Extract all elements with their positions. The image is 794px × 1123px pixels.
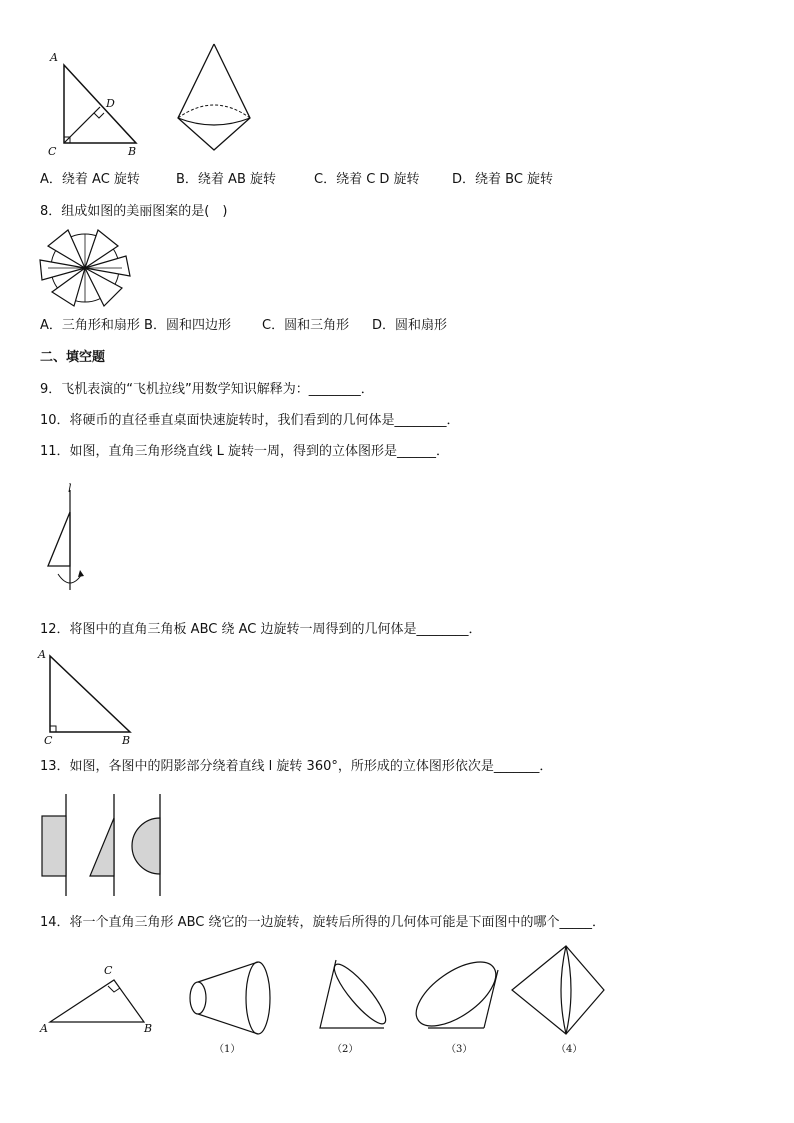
q14-figure-3-cone — [410, 956, 502, 1058]
q7-option-b[interactable]: B．绕着 AB 旋转 — [176, 172, 276, 187]
q14-label-c: C — [104, 964, 113, 977]
q14-figure-1-frustum — [186, 958, 274, 1058]
q12-text: 12．将图中的直角三角板 ABC 绕 AC 边旋转一周得到的几何体是________． — [40, 622, 482, 637]
q7-option-c[interactable]: C．绕着 C D 旋转 — [314, 172, 420, 187]
q9-text: 9．飞机表演的“飞机拉线”用数学知识解释为：________． — [40, 382, 374, 397]
q8-option-c[interactable]: C．圆和三角形 — [262, 318, 350, 333]
label-a: A — [50, 51, 58, 64]
q12-triangle-figure — [36, 648, 146, 748]
q11-triangle-axis-figure — [42, 482, 92, 597]
q14-text: 14．将一个直角三角形 ABC 绕它的一边旋转，旋转后所得的几何体可能是下面图中的哪个_____． — [40, 915, 605, 930]
q14-caption-2: （2） — [332, 1044, 359, 1055]
q7-option-d[interactable]: D．绕着 BC 旋转 — [452, 172, 554, 187]
q11-text: 11．如图，直角三角形绕直线 L 旋转一周，得到的立体图形是______． — [40, 444, 450, 459]
label-d: D — [106, 97, 115, 110]
q14-label-a: A — [40, 1022, 48, 1035]
q7-option-a[interactable]: A．绕着 AC 旋转 — [40, 172, 140, 187]
q13-text: 13．如图，各图中的阴影部分绕着直线 l 旋转 360°，所形成的立体图形依次是_______． — [40, 759, 553, 774]
q8-pinwheel-figure — [38, 226, 132, 308]
label-c: C — [48, 145, 57, 158]
q12-label-b: B — [122, 734, 131, 747]
q14-caption-4: （4） — [556, 1044, 583, 1055]
q8-question: 8．组成如图的美丽图案的是( ) — [40, 204, 228, 219]
q8-option-d[interactable]: D．圆和扇形 — [372, 318, 448, 333]
q10-text: 10．将硬币的直径垂直桌面快速旋转时，我们看到的几何体是________． — [40, 413, 460, 428]
section-title: 二、填空题 — [40, 350, 106, 365]
q12-label-c: C — [44, 734, 53, 747]
label-b: B — [128, 145, 137, 158]
q13-shaded-figures — [36, 792, 176, 900]
q14-caption-3: （3） — [446, 1044, 473, 1055]
q7-triangle-figure — [40, 45, 150, 160]
q14-triangle-abc — [38, 960, 158, 1035]
q12-label-a: A — [38, 648, 46, 661]
q14-figure-2-cone — [318, 956, 390, 1058]
q14-caption-1: （1） — [214, 1044, 241, 1055]
q7-double-cone-figure — [170, 40, 260, 160]
q8-option-ab[interactable]: A．三角形和扇形 B．圆和四边形 — [40, 318, 231, 333]
q11-axis-label: l — [68, 482, 72, 495]
q14-figure-4-double-cone — [510, 944, 606, 1058]
q14-label-b: B — [144, 1022, 153, 1035]
